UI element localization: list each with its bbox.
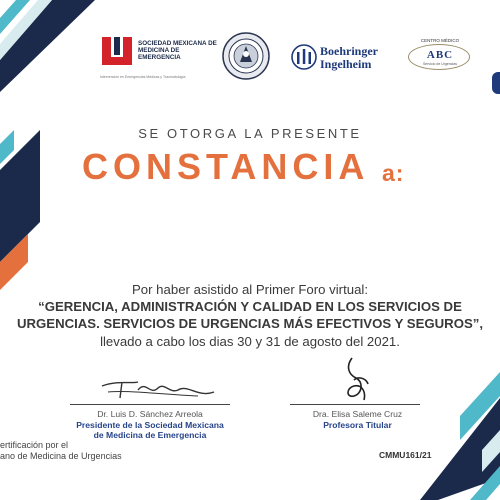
- certification-line-2: ano de Medicina de Urgencias: [0, 451, 122, 461]
- body-line-2: “GERENCIA, ADMINISTRACIÓN Y CALIDAD EN LOS SERVICIOS DE: [38, 299, 462, 314]
- body-line-4: llevado a cabo los dias 30 y 31 de agosto del 2021.: [100, 334, 400, 349]
- smme-logo: [100, 34, 217, 84]
- smme-emblem-icon: [100, 34, 134, 68]
- signature-1-icon: [98, 372, 218, 402]
- smme-name: SOCIEDAD MEXICANA DE MEDICINA DE EMERGENCIA: [138, 40, 217, 61]
- boehringer-name-line2: Ingelheim: [320, 56, 372, 71]
- boehringer-emblem-icon: [291, 44, 317, 70]
- signer-1-name: Dr. Luis D. Sánchez Arreola: [97, 409, 203, 419]
- signature-line-1: [70, 404, 230, 405]
- boehringer-logo: [291, 42, 381, 74]
- boehringer-name: [320, 45, 378, 70]
- smme-tagline: Intervención en Emergencias Médicas y Traumatología: [100, 75, 186, 79]
- body-line-3: URGENCIAS. SERVICIOS DE URGENCIAS MÁS EFECTIVOS Y SEGUROS”,: [16, 316, 484, 331]
- certificate-title: CONSTANCIA: [82, 146, 370, 187]
- signature-2-icon: [336, 354, 386, 404]
- abc-name: ABC: [426, 49, 454, 61]
- signature-line-2: [290, 404, 420, 405]
- body-line-1: Por haber asistido al Primer Foro virtual:: [132, 282, 368, 297]
- subtitle-otorga: SE OTORGA LA PRESENTE: [138, 126, 362, 141]
- abc-top-text: CENTRO MÉDICO: [420, 38, 460, 43]
- signer-2-title-line-1: Profesora Titular: [323, 420, 392, 430]
- logo-row: [0, 28, 500, 88]
- partial-edge-logo: [492, 72, 500, 94]
- abc-logo: [407, 36, 473, 78]
- certificate-code: CMMU161/21: [379, 450, 432, 460]
- signer-1-title-line-2: de Medicina de Emergencia: [93, 430, 207, 440]
- boehringer-name-line1: Boehringer: [320, 44, 378, 58]
- certification-line-1: ertificación por el: [0, 440, 69, 450]
- abc-bottom-text: Servicio de Urgencias: [422, 62, 458, 66]
- university-seal-icon: [222, 32, 270, 80]
- signer-1-title-line-1: Presidente de la Sociedad Mexicana: [76, 420, 224, 430]
- signer-2-name: Dra. Elisa Saleme Cruz: [312, 409, 403, 419]
- title-suffix: a:: [382, 160, 405, 186]
- certification-note: [0, 440, 122, 462]
